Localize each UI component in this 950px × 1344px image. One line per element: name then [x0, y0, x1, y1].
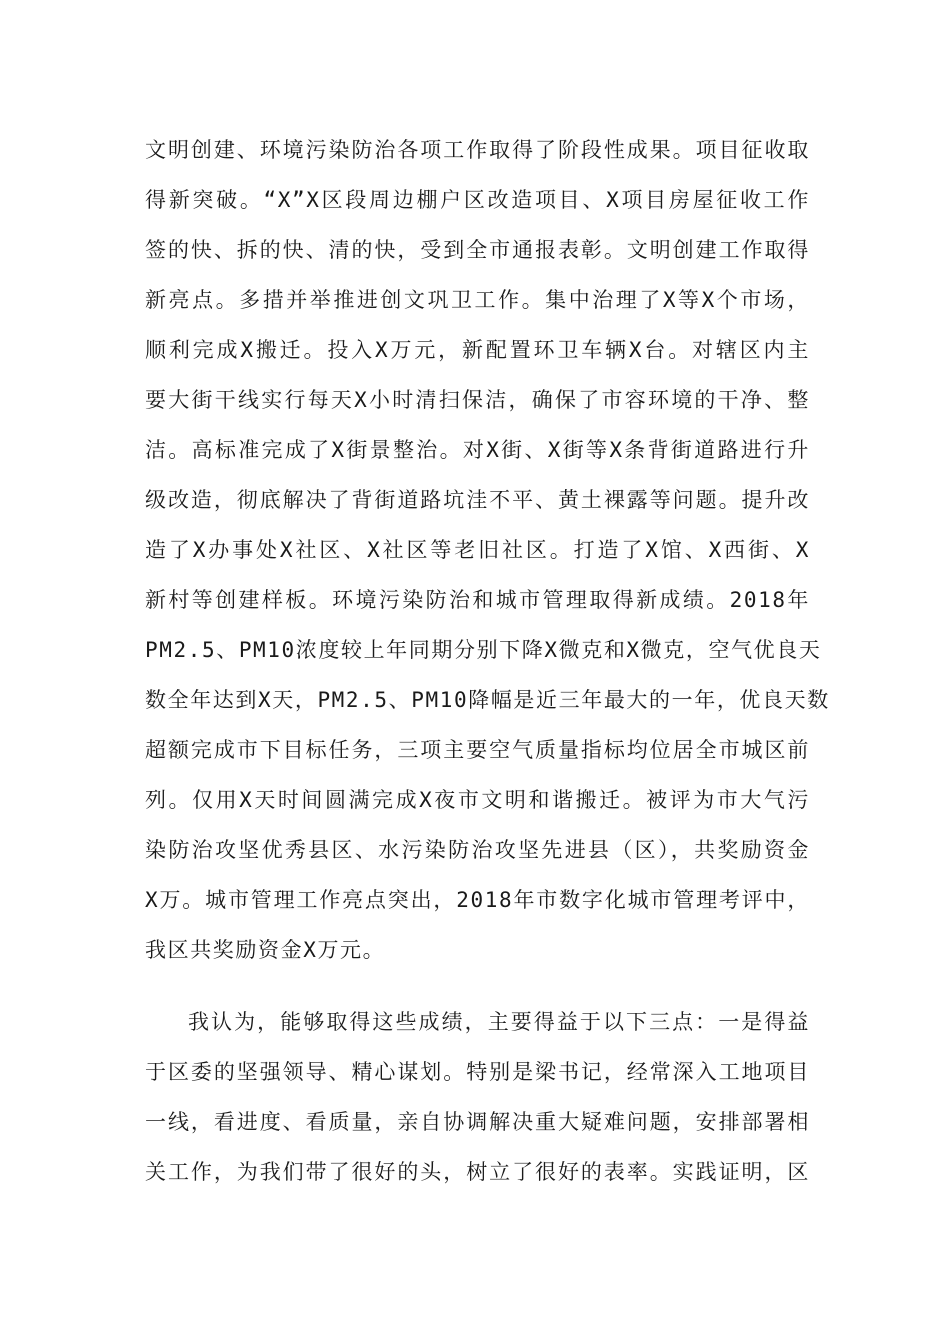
text-line: 顺利完成X搬迁。投入X万元，新配置环卫车辆X台。对辖区内主 — [145, 338, 810, 362]
text-line: 超额完成市下目标任务，三项主要空气质量指标均位居全市城区前 — [145, 738, 810, 762]
text-line: 关工作，为我们带了很好的头，树立了很好的表率。实践证明，区 — [145, 1160, 810, 1184]
text-line: 签的快、拆的快、清的快，受到全市通报表彰。文明创建工作取得 — [145, 238, 810, 262]
text-line: 新亮点。多措并举推进创文巩卫工作。集中治理了X等X个市场， — [145, 288, 810, 312]
text-line: 文明创建、环境污染防治各项工作取得了阶段性成果。项目征收取 — [145, 138, 810, 162]
text-line: 新村等创建样板。环境污染防治和城市管理取得新成绩。2018年 — [145, 588, 810, 612]
text-line: 级改造，彻底解决了背街道路坑洼不平、黄土裸露等问题。提升改 — [145, 488, 810, 512]
text-line: 造了X办事处X社区、X社区等老旧社区。打造了X馆、X西街、X — [145, 538, 810, 562]
text-line: 列。仅用X天时间圆满完成X夜市文明和谐搬迁。被评为市大气污 — [145, 788, 810, 812]
text-line: 要大街干线实行每天X小时清扫保洁，确保了市容环境的干净、整 — [145, 388, 810, 412]
text-line: X万。城市管理工作亮点突出，2018年市数字化城市管理考评中， — [145, 888, 810, 912]
text-line: 一线，看进度、看质量，亲自协调解决重大疑难问题，安排部署相 — [145, 1110, 810, 1134]
text-line: PM2.5、PM10浓度较上年同期分别下降X微克和X微克，空气优良天 — [145, 638, 822, 662]
text-line-indented: 我认为，能够取得这些成绩，主要得益于以下三点：一是得益 — [188, 1010, 810, 1034]
text-line: 染防治攻坚优秀县区、水污染防治攻坚先进县（区），共奖励资金 — [145, 838, 810, 862]
text-line: 数全年达到X天，PM2.5、PM10降幅是近三年最大的一年，优良天数 — [145, 688, 830, 712]
text-line: 于区委的坚强领导、精心谋划。特别是梁书记，经常深入工地项目 — [145, 1060, 810, 1084]
text-line: 得新突破。“X”X区段周边棚户区改造项目、X项目房屋征收工作 — [145, 188, 810, 212]
text-line: 洁。高标准完成了X街景整治。对X街、X街等X条背街道路进行升 — [145, 438, 810, 462]
text-line-last: 我区共奖励资金X万元。 — [145, 938, 386, 962]
